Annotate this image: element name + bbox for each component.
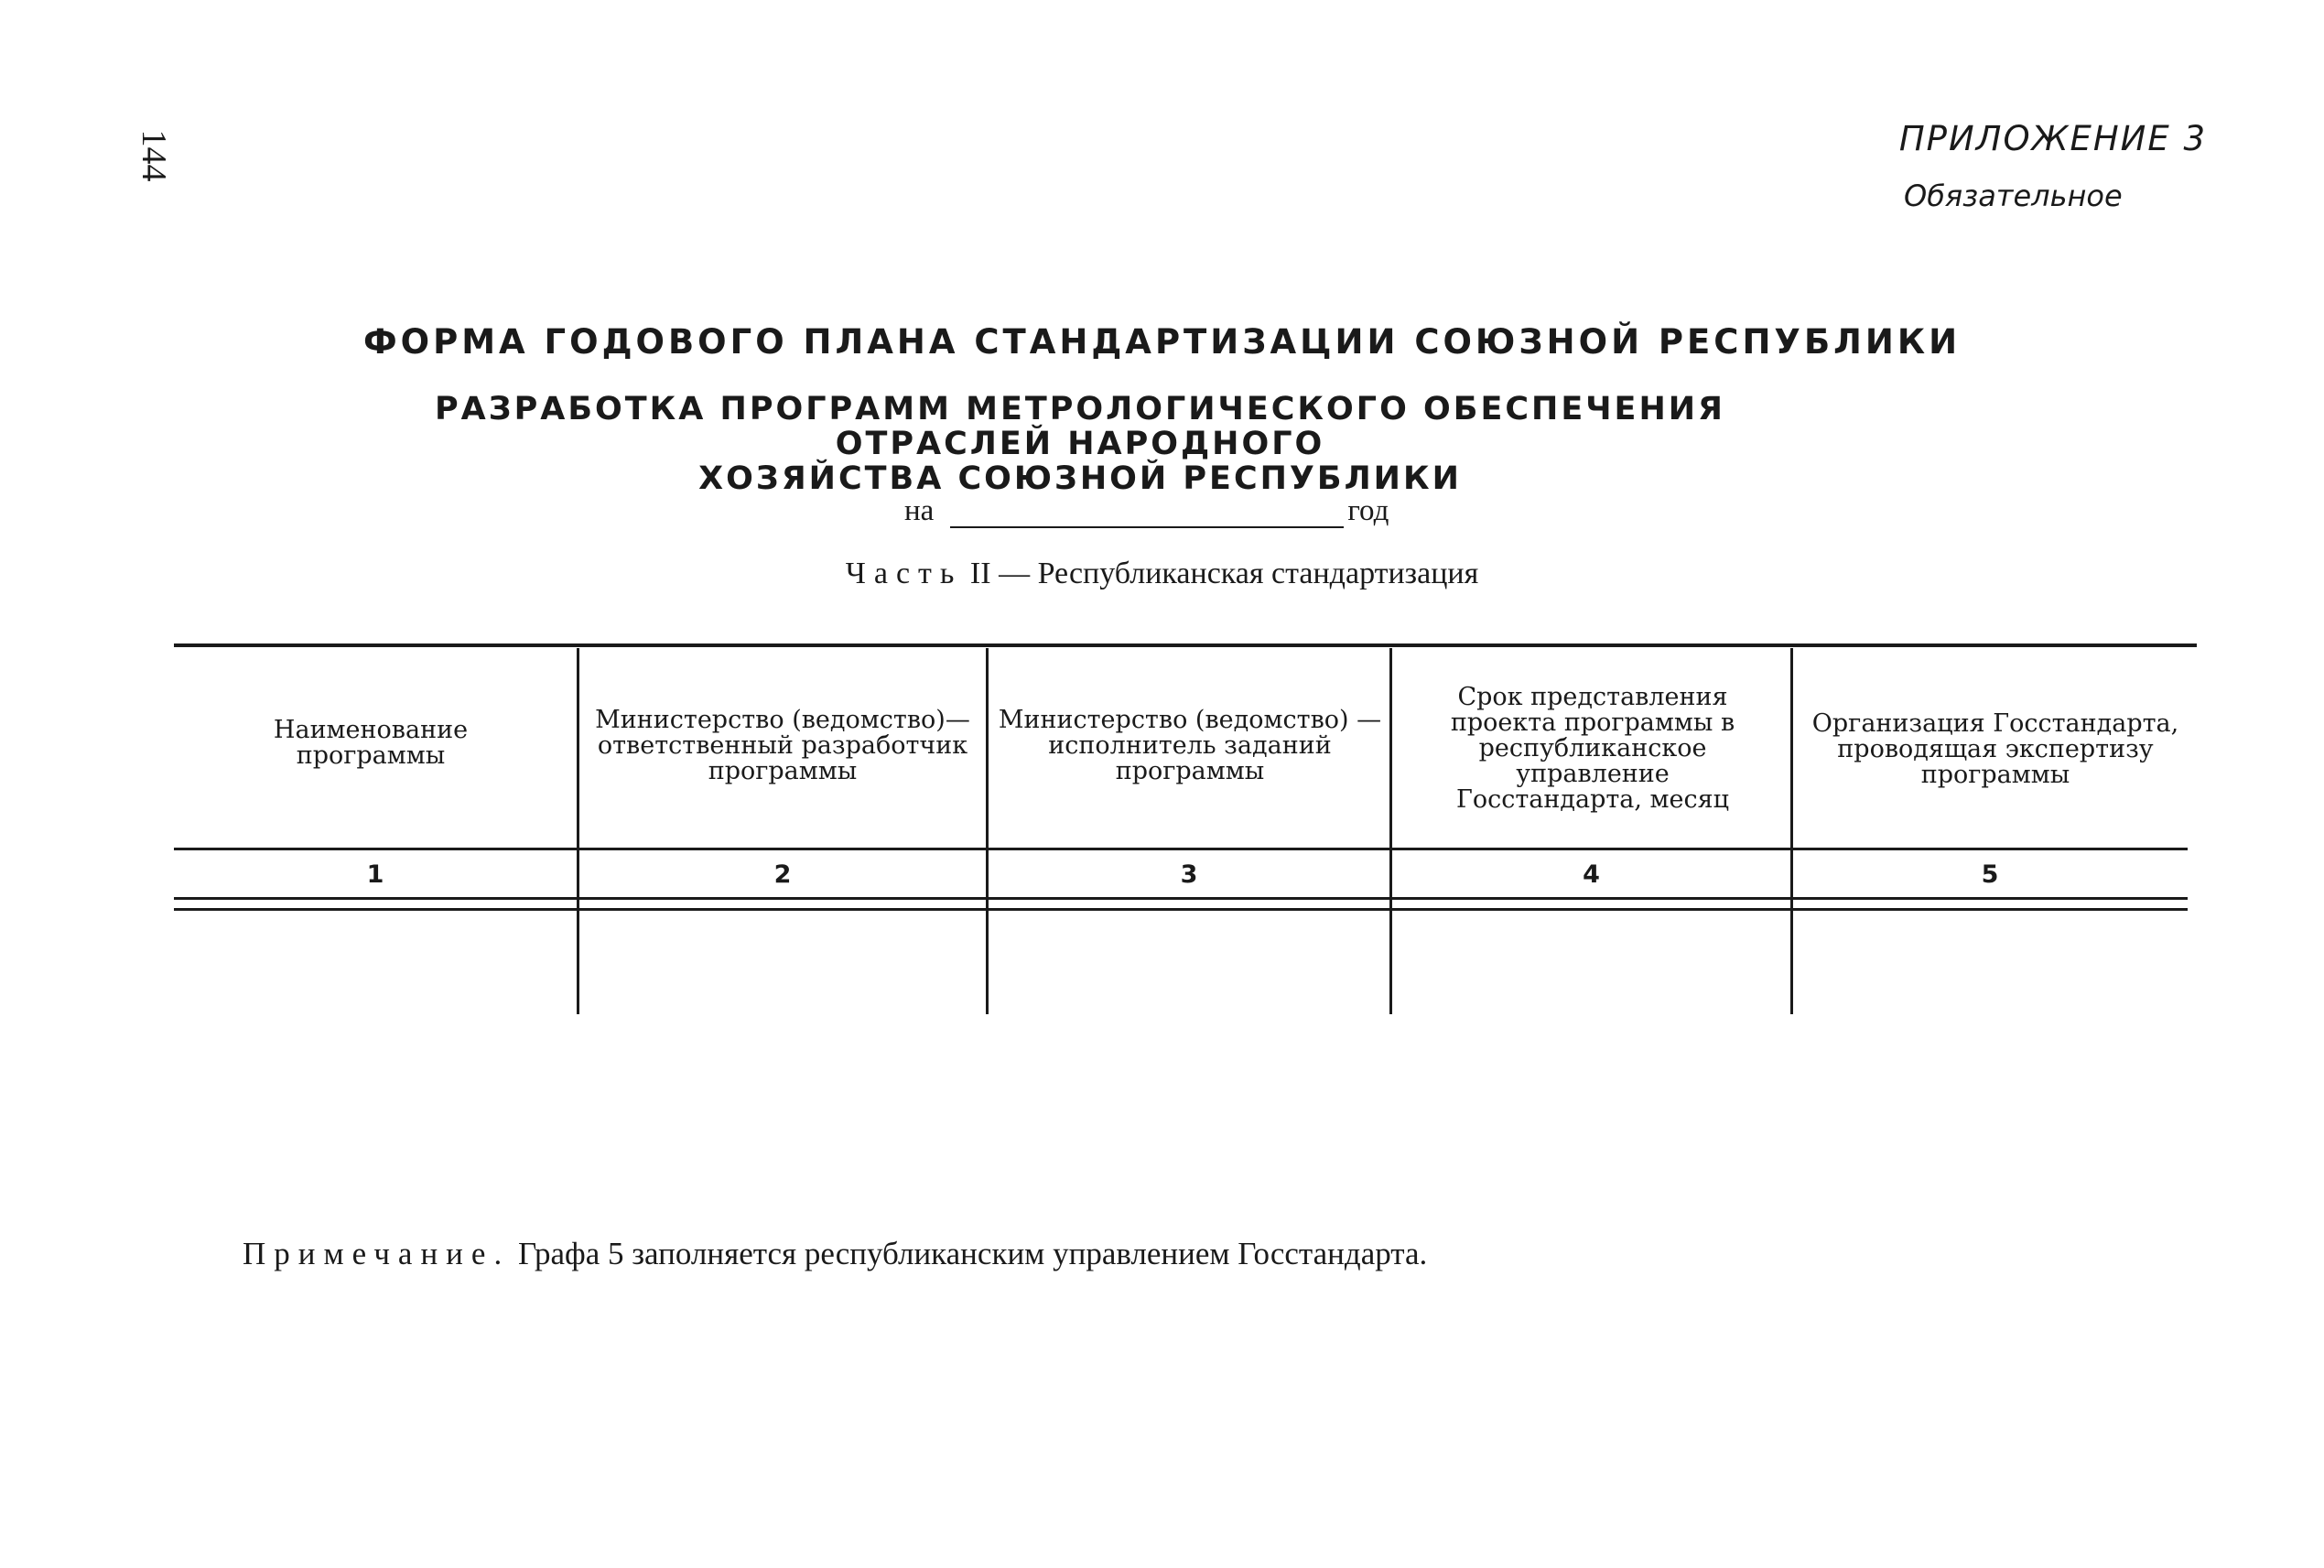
number-row-rule-upper: [174, 897, 2188, 900]
column-header-3: Министерство (ведомство) — исполнитель заданий программы: [998, 706, 1382, 785]
appendix-status: Обязательное: [1904, 178, 2123, 213]
year-prefix: на: [904, 494, 935, 527]
table-top-rule: [174, 643, 2197, 647]
footnote-label: Примечание.: [243, 1236, 511, 1271]
footnote: [243, 1236, 1427, 1272]
column-number-5: 5: [1981, 860, 1999, 889]
year-suffix: год: [1347, 494, 1389, 527]
form-title: ФОРМА ГОДОВОГО ПЛАНА СТАНДАРТИЗАЦИИ СОЮЗНОЙ РЕСПУБЛИКИ: [362, 322, 1962, 362]
column-header-1: Наименование программы: [273, 716, 469, 770]
column-header-2: Министерство (ведомство)— ответственный разработчик программы: [595, 706, 970, 785]
column-header-4: Срок представления проекта программы в республиканское управление Госстандарта, месяц: [1450, 683, 1735, 814]
column-divider-3: [1389, 648, 1392, 1014]
column-header-5: Организация Госстандарта, проводящая экспертизу программы: [1811, 709, 2179, 789]
column-number-3: 3: [1180, 860, 1198, 889]
appendix-title: ПРИЛОЖЕНИЕ 3: [1898, 119, 2207, 158]
column-divider-1: [577, 648, 579, 1014]
column-number-1: 1: [366, 860, 384, 889]
year-line: [904, 494, 1389, 528]
number-row-rule-lower: [174, 908, 2188, 911]
column-divider-2: [986, 648, 989, 1014]
footnote-text: Графа 5 заполняется республиканским управлением Госстандарта.: [517, 1236, 1428, 1271]
year-blank-field[interactable]: [950, 499, 1344, 528]
part-heading: [0, 557, 2324, 591]
header-bottom-rule: [174, 848, 2188, 850]
part-text: II — Республиканская стандартизация: [969, 557, 1479, 590]
section-title-line-1: РАЗРАБОТКА ПРОГРАММ МЕТРОЛОГИЧЕСКОГО ОБЕСПЕЧЕНИЯ ОТРАСЛЕЙ НАРОДНОГО: [435, 391, 1725, 462]
column-divider-4: [1790, 648, 1793, 1014]
column-number-2: 2: [773, 860, 792, 889]
page-number: 144: [135, 129, 173, 182]
part-label: Часть: [845, 557, 963, 590]
section-title: [348, 392, 1812, 496]
section-title-line-2: ХОЗЯЙСТВА СОЮЗНОЙ РЕСПУБЛИКИ: [698, 460, 1462, 497]
column-number-4: 4: [1583, 860, 1600, 889]
